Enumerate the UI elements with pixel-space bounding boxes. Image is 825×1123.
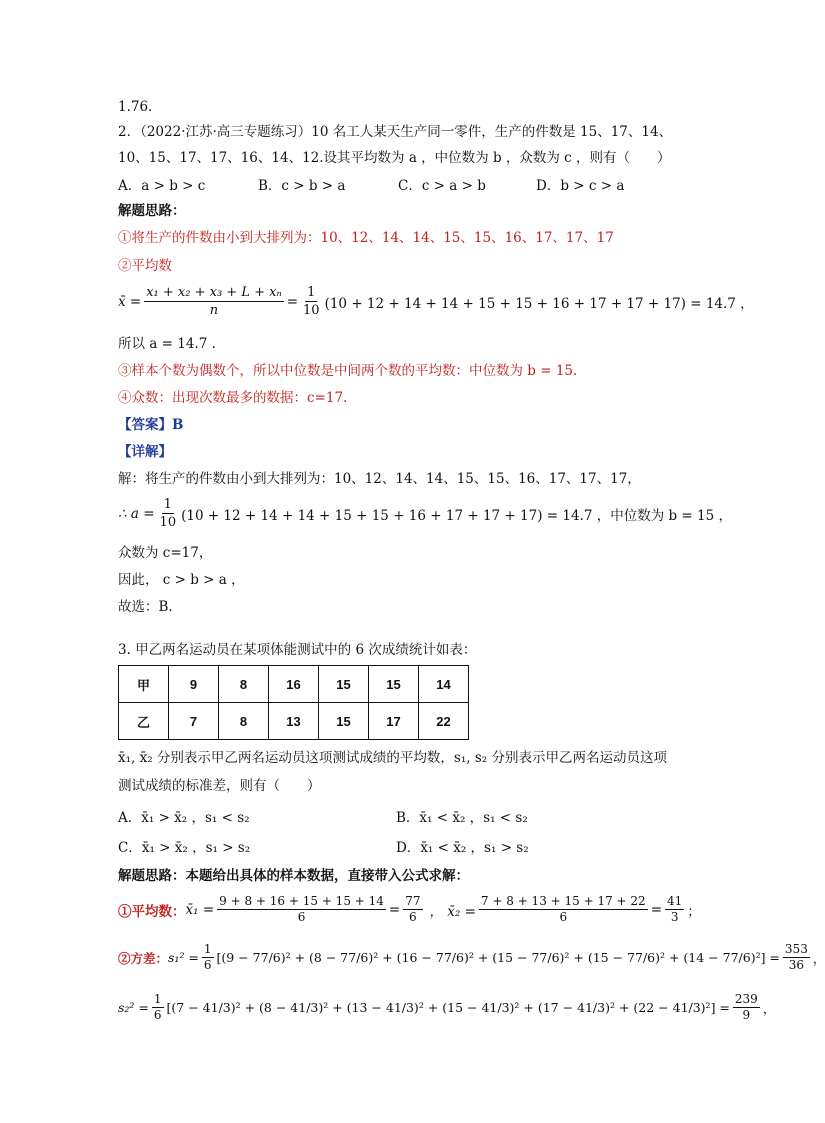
q2-step-2: ②平均数: [118, 258, 172, 274]
x2-end: ；: [687, 903, 701, 920]
mean-denominator: n: [209, 303, 219, 318]
q3-mean-label: ①平均数：: [118, 903, 186, 920]
x1-fraction: [217, 894, 386, 925]
s2-body: [(7 − 41/3)² + (8 − 41/3)² + (13 − 41/3)² + (15 − 41/3)² + (17 − 41/3)² + (22 − 41/3)²] =: [166, 1000, 730, 1015]
x1-equals: =: [388, 901, 401, 918]
previous-answer-ref: 1.76.: [118, 99, 153, 115]
x1-lhs: x̄₁ =: [185, 901, 215, 918]
q2-stem-line-2: 10、15、17、17、16、14、12.设其平均数为 a ，中位数为 b ，众数为 c ，则有（ ）: [118, 150, 671, 166]
sol2-prefix: ∴ a =: [118, 505, 155, 522]
table-cell: 9: [169, 666, 219, 703]
q2-step-1: ①将生产的件数由小到大排列为：10、12、14、14、15、15、16、17、17、17: [118, 230, 614, 246]
q2-solution-3: 众数为 c=17，: [118, 545, 213, 561]
table-cell: 15: [319, 666, 369, 703]
x1-result-fraction: [403, 894, 422, 925]
table-cell: 17: [369, 703, 419, 740]
q3-option-a: A．x̄₁ > x̄₂ ，s₁ < s₂: [118, 810, 250, 826]
one-tenth-denominator: 10: [303, 303, 320, 318]
x2-numerator: 7 + 8 + 13 + 15 + 17 + 22: [480, 894, 646, 908]
table-cell: 乙: [119, 703, 169, 740]
q2-so-a: 所以 a = 14.7 .: [118, 336, 216, 352]
q2-mean-formula: [118, 284, 754, 319]
table-row: [119, 666, 469, 703]
q3-option-d: D．x̄₁ < x̄₂ ，s₁ > s₂: [396, 840, 529, 856]
x1-numerator: 9 + 8 + 16 + 15 + 15 + 14: [219, 894, 384, 908]
s2-lhs: s₂² =: [118, 1000, 149, 1015]
x2-equals: =: [650, 901, 662, 918]
s2-result-fraction: [733, 992, 760, 1023]
s2-result-denominator: 9: [742, 1008, 751, 1022]
table-cell: 15: [319, 703, 369, 740]
s2-end: ，: [762, 1000, 776, 1016]
q2-solution-4: 因此， c > b > a ，: [118, 572, 245, 588]
one-tenth-numerator: 1: [307, 285, 316, 300]
q2-thinking-label: 解题思路：: [118, 203, 186, 219]
table-cell: 8: [219, 703, 269, 740]
mean-equals: =: [286, 293, 299, 310]
q2-step-4: ④众数：出现次数最多的数据：c=17.: [118, 390, 348, 406]
mean-lhs: x̄ =: [118, 293, 142, 310]
mean-fraction: [144, 284, 284, 319]
table-cell: 8: [219, 666, 269, 703]
q3-mean-row: [118, 894, 701, 925]
q3-variance-row-2: [118, 992, 775, 1023]
q2-option-d: D．b > c > a: [536, 178, 625, 194]
q2-solution-5: 故选：B．: [118, 599, 182, 615]
q3-option-c: C．x̄₁ > x̄₂ ，s₁ > s₂: [118, 840, 251, 856]
q3-variance-row-1: [118, 942, 825, 973]
sol2-denominator: 10: [159, 515, 177, 530]
q3-description-2: 测试成绩的标准差，则有（ ）: [118, 778, 321, 794]
x1-result-numerator: 77: [405, 894, 421, 908]
x1-denominator: 6: [297, 910, 306, 924]
q2-step-3: ③样本个数为偶数个，所以中位数是中间两个数的平均数：中位数为 b = 15.: [118, 363, 578, 379]
sol2-rhs: (10 + 12 + 14 + 14 + 15 + 15 + 16 + 17 + 17 + 17) = 14.7 ，中位数为 b = 15 ，: [181, 507, 732, 524]
sol2-fraction: [158, 496, 179, 531]
table-row: [119, 703, 469, 740]
x2-fraction: [479, 894, 648, 925]
s2-one-sixth: [152, 992, 164, 1023]
mean-rhs: (10 + 12 + 14 + 14 + 15 + 15 + 16 + 17 + 17 + 17) = 14.7 ，: [324, 295, 754, 312]
sol2-numerator: 1: [163, 497, 172, 512]
s1-lhs: s₁² =: [168, 950, 199, 965]
table-cell: 7: [169, 703, 219, 740]
q2-stem-line-1: 2．（2022·江苏·高三专题练习）10 名工人某天生产同一零件，生产的件数是 15、17、14、: [118, 124, 673, 140]
q3-variance-label: ②方差：: [118, 950, 169, 966]
x2-lhs: ， x̄₂ =: [429, 903, 476, 920]
q3-description-1: x̄₁, x̄₂ 分别表示甲乙两名运动员这项测试成绩的平均数，s₁, s₂ 分别表示甲乙两名运动员这项: [118, 750, 667, 766]
s1-body: [(9 − 77/6)² + (8 − 77/6)² + (16 − 77/6)² + (15 − 77/6)² + (15 − 77/6)² + (14 − 77/6)²] =: [216, 950, 780, 965]
table-cell: 22: [419, 703, 469, 740]
s1-one-sixth-numerator: 1: [203, 942, 212, 956]
x2-result-fraction: [665, 894, 684, 925]
table-cell: 13: [269, 703, 319, 740]
q2-option-a: A．a > b > c: [118, 178, 206, 194]
q2-solution-2: [118, 496, 732, 531]
x2-result-denominator: 3: [670, 910, 679, 924]
q2-solution-1: 解：将生产的件数由小到大排列为：10、12、14、14、15、15、16、17、17、17，: [118, 471, 641, 487]
mean-numerator: x₁ + x₂ + x₃ + L + xₙ: [146, 285, 282, 300]
s2-result-numerator: 239: [734, 992, 758, 1006]
q3-thinking: 解题思路：本题给出具体的样本数据，直接带入公式求解：: [118, 868, 469, 884]
s2-one-sixth-numerator: 1: [153, 992, 162, 1006]
x2-result-numerator: 41: [667, 894, 683, 908]
s1-end: ，: [812, 950, 825, 966]
q3-stem: 3. 甲乙两名运动员在某项体能测试中的 6 次成绩统计如表：: [118, 642, 477, 658]
table-cell: 14: [419, 666, 469, 703]
q2-option-c: C．c > a > b: [398, 178, 486, 194]
s1-result-denominator: 36: [788, 958, 805, 972]
table-cell: 甲: [119, 666, 169, 703]
x2-denominator: 6: [559, 910, 568, 924]
one-tenth-fraction: [301, 284, 322, 319]
s1-result-fraction: [783, 942, 810, 973]
q3-option-b: B．x̄₁ < x̄₂ ，s₁ < s₂: [396, 810, 528, 826]
q2-answer: 【答案】B: [118, 417, 184, 433]
table-cell: 15: [369, 666, 419, 703]
table-cell: 16: [269, 666, 319, 703]
q2-option-b: B．c > b > a: [258, 178, 346, 194]
x1-result-denominator: 6: [409, 910, 417, 924]
q2-detail-label: 【详解】: [118, 444, 172, 460]
s1-one-sixth: [202, 942, 214, 973]
s1-one-sixth-denominator: 6: [203, 958, 212, 972]
s1-result-numerator: 353: [784, 942, 808, 956]
s2-one-sixth-denominator: 6: [153, 1008, 162, 1022]
q3-score-table: [118, 665, 469, 740]
